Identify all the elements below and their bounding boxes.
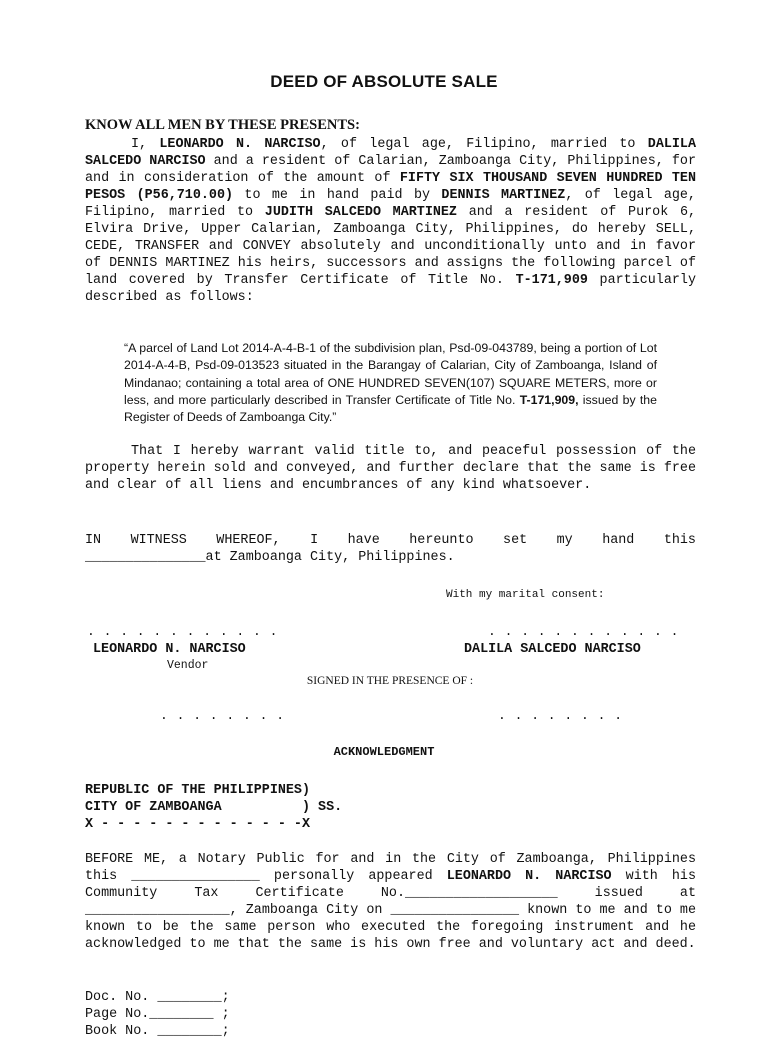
buyer-name: DENNIS MARTINEZ <box>441 188 566 203</box>
appearing-party-name: LEONARDO N. NARCISO <box>446 869 612 884</box>
p1-text: I, <box>131 137 160 152</box>
p1-text: to me in hand paid by <box>233 188 442 203</box>
witness-word: IN <box>85 533 102 548</box>
seller-name: LEONARDO N. NARCISO <box>159 137 321 152</box>
vendor-signature-line: . . . . . . . . . . . . <box>87 624 278 639</box>
intro-heading: KNOW ALL MEN BY THESE PRESENTS: <box>85 117 360 133</box>
presence-label: SIGNED IN THE PRESENCE OF : <box>306 675 474 687</box>
p1-text: particularly described as follows: <box>85 273 696 305</box>
property-description-quote <box>124 340 657 426</box>
buyer-spouse-name: JUDITH SALCEDO MARTINEZ <box>264 205 457 220</box>
doc-no-line: Doc. No. ________; <box>85 990 230 1005</box>
marital-consent-label: With my marital consent: <box>446 589 605 601</box>
spouse-name: DALILA SALCEDO NARCISO <box>464 642 641 657</box>
venue-line: X - - - - - - - - - - - - -X <box>85 817 310 832</box>
witness-word: hereunto <box>409 533 474 548</box>
quote-text-end: issued by the Register of Deeds of Zamboanga City.” <box>124 392 657 425</box>
vendor-name: LEONARDO N. NARCISO <box>93 642 246 657</box>
warranty-paragraph: That I hereby warrant valid title to, and peaceful possession of the property herein sold and conveyed, and further declare that the same is free and clear of all liens and encumbrances of any kind whatsoever. <box>85 444 696 493</box>
venue-line: REPUBLIC OF THE PHILIPPINES) <box>85 783 310 798</box>
p4-text: BEFORE ME, a Notary Public for and in the City of Zamboanga, Philippines this ________________ personally appeared <box>85 852 696 884</box>
acknowledgment-heading: ACKNOWLEDGMENT <box>333 745 435 759</box>
p1-text: , of legal age, Filipino, married to <box>85 188 696 220</box>
venue-line: CITY OF ZAMBOANGA ) SS. <box>85 800 343 815</box>
witness-word: WHEREOF, <box>216 533 281 548</box>
sale-paragraph <box>85 136 696 306</box>
witness-word: I <box>310 533 319 548</box>
witness-1-signature-line: . . . . . . . . <box>160 708 285 723</box>
page-no-line: Page No.________ ; <box>85 1007 230 1022</box>
book-no-line: Book No. ________; <box>85 1024 230 1039</box>
acknowledgment-paragraph <box>85 851 696 953</box>
venue-block <box>85 782 342 833</box>
witness-word: this <box>663 533 696 548</box>
quote-text: “A parcel of Land Lot 2014-A-4-B-1 of the subdivision plan, Psd-09-043789, being a portion of Lot 2014-A-4-B, Psd-09-013523 situated in the Barangay of Calarian, City of Zamboanga, Island of Mindanao; containing a total area of ONE HUNDRED SEVEN(107) SQUARE METERS, more or less, and more particularly described in Transfer Certificate of Title No. <box>124 341 657 407</box>
witness-word: hand <box>602 533 635 548</box>
p1-text: and a resident of Calarian, Zamboanga City, Philippines, for and in consideration of the amount of <box>85 154 696 186</box>
witness-word: WITNESS <box>130 533 187 548</box>
p4-text: with his Community Tax Certificate No.___________________ issued at __________________, Zamboanga City on ________________ known to me and to me known to be the same person who executed the foregoing instrument and he acknowledged to me that the same is his own free and voluntary act and deed. <box>85 869 697 952</box>
witness-word: my <box>556 533 573 548</box>
title-number: T-171,909 <box>515 273 588 288</box>
witness-paragraph <box>85 532 696 566</box>
witness-2-signature-line: . . . . . . . . <box>498 708 623 723</box>
spouse-signature-line: . . . . . . . . . . . . <box>488 624 679 639</box>
document-title: DEED OF ABSOLUTE SALE <box>270 72 498 91</box>
p1-text: , of legal age, Filipino, married to <box>320 137 648 152</box>
sale-amount: FIFTY SIX THOUSAND SEVEN HUNDRED TEN PESOS (P56,710.00) <box>85 171 696 203</box>
seller-spouse-name: DALILA SALCEDO NARCISO <box>85 137 696 169</box>
witness-word: have <box>347 533 380 548</box>
witness-line-1 <box>85 532 696 549</box>
quote-title-number: T-171,909, <box>519 392 579 407</box>
witness-line-2: _______________at Zamboanga City, Philippines. <box>85 550 455 565</box>
vendor-role: Vendor <box>167 659 209 672</box>
p1-text: and a resident of Purok 6, Elvira Drive, Upper Calarian, Zamboanga City, Philippines, do hereby SELL, CEDE, TRANSFER and CONVEY absolutely and unconditionally unto and in favor of DENNIS MARTINEZ his heirs, successors and assigns the following parcel of land covered by Transfer Certificate of Title No. <box>85 205 697 288</box>
witness-word: set <box>503 533 528 548</box>
notarial-register-block <box>85 989 230 1040</box>
